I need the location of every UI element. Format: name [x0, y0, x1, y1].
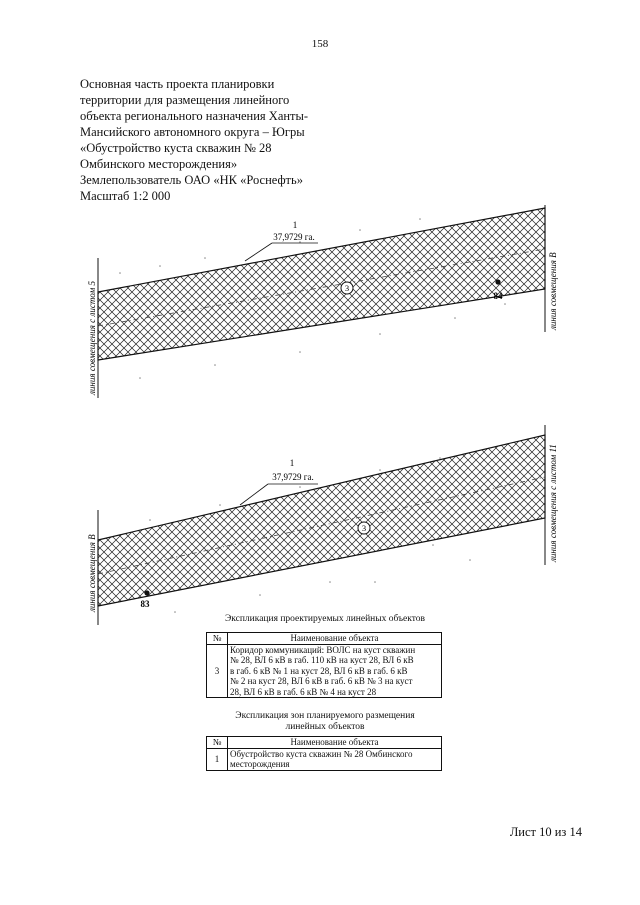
title-line: Основная часть проекта планировки [80, 77, 275, 91]
linear-objects-table [206, 632, 442, 698]
table-header-row [207, 737, 442, 749]
page-number: 158 [311, 38, 329, 50]
cell-line: 28, ВЛ 6 кВ в габ. 6 кВ № 4 на куст 28 [230, 686, 377, 697]
zone-name-cell [228, 748, 442, 770]
cell-line: месторождения [230, 759, 290, 769]
column-header: Наименование объекта [228, 633, 442, 645]
column-header: № [207, 633, 228, 645]
planning-zone-polygon [98, 208, 545, 360]
drawing-top [87, 205, 558, 398]
right-match-label: линия совмещения В [548, 252, 558, 330]
cell-line: № 2 на куст 28, ВЛ 6 кВ в габ. 6 кВ № 3 на куст [230, 676, 413, 686]
object-name-cell [228, 644, 442, 698]
right-match-label: линия совмещения с листом 11 [548, 444, 558, 562]
column-header: Наименование объекта [228, 737, 442, 749]
zone-number: 1 [292, 220, 298, 230]
planning-zones-table [206, 736, 442, 771]
object-number-cell: 3 [207, 644, 228, 698]
survey-point [144, 590, 149, 595]
drawing-bottom [87, 425, 558, 625]
zone-leader-line [245, 243, 272, 261]
title-line: территории для размещения линейного [80, 93, 290, 107]
column-header: № [207, 737, 228, 749]
planning-zone-polygon [98, 435, 545, 606]
survey-point-label: 84 [493, 291, 503, 301]
zone-area: 37,9729 га. [273, 232, 315, 242]
title-line: Землепользователь ОАО «НК «Роснефть» [80, 173, 303, 187]
title-line: «Обустройство куста скважин № 28 [80, 141, 272, 155]
survey-point [495, 279, 500, 284]
zone-number: 1 [289, 458, 295, 468]
survey-point-label: 83 [140, 599, 150, 609]
table-row [207, 748, 442, 770]
object-number: 3 [361, 523, 367, 533]
title-line: Мансийского автономного округа – Югры [80, 125, 305, 139]
table1-caption: Экспликация проектируемых линейных объектов [224, 614, 426, 624]
title-line: Омбинского месторождения» [80, 157, 238, 171]
zone-number-cell: 1 [207, 748, 228, 770]
table-row [207, 644, 442, 698]
cell-line: Коридор коммуникаций: ВОЛС на куст скважин [230, 644, 416, 655]
caption-line: Экспликация зон планируемого размещения [235, 711, 415, 721]
sheet-counter: Лист 10 из 14 [509, 825, 582, 839]
cell-line: Обустройство куста скважин № 28 Омбинского [230, 748, 413, 759]
zone-area: 37,9729 га. [272, 472, 314, 482]
cell-line: в габ. 6 кВ № 1 на куст 28, ВЛ 6 кВ в габ. 6 кВ [230, 665, 408, 676]
object-number: 3 [344, 283, 350, 293]
caption-line: линейных объектов [285, 722, 365, 732]
cell-line: № 28, ВЛ 6 кВ в габ. 110 кВ на куст 28, ВЛ 6 кВ [230, 655, 414, 665]
left-match-label: линия совмещения с листом 5 [87, 281, 97, 395]
table-header-row [207, 633, 442, 645]
table2-caption [200, 711, 450, 733]
title-line: Масштаб 1:2 000 [80, 189, 171, 203]
title-line: объекта регионального назначения Ханты- [80, 109, 309, 123]
left-match-label: линия совмещения В [87, 534, 97, 612]
